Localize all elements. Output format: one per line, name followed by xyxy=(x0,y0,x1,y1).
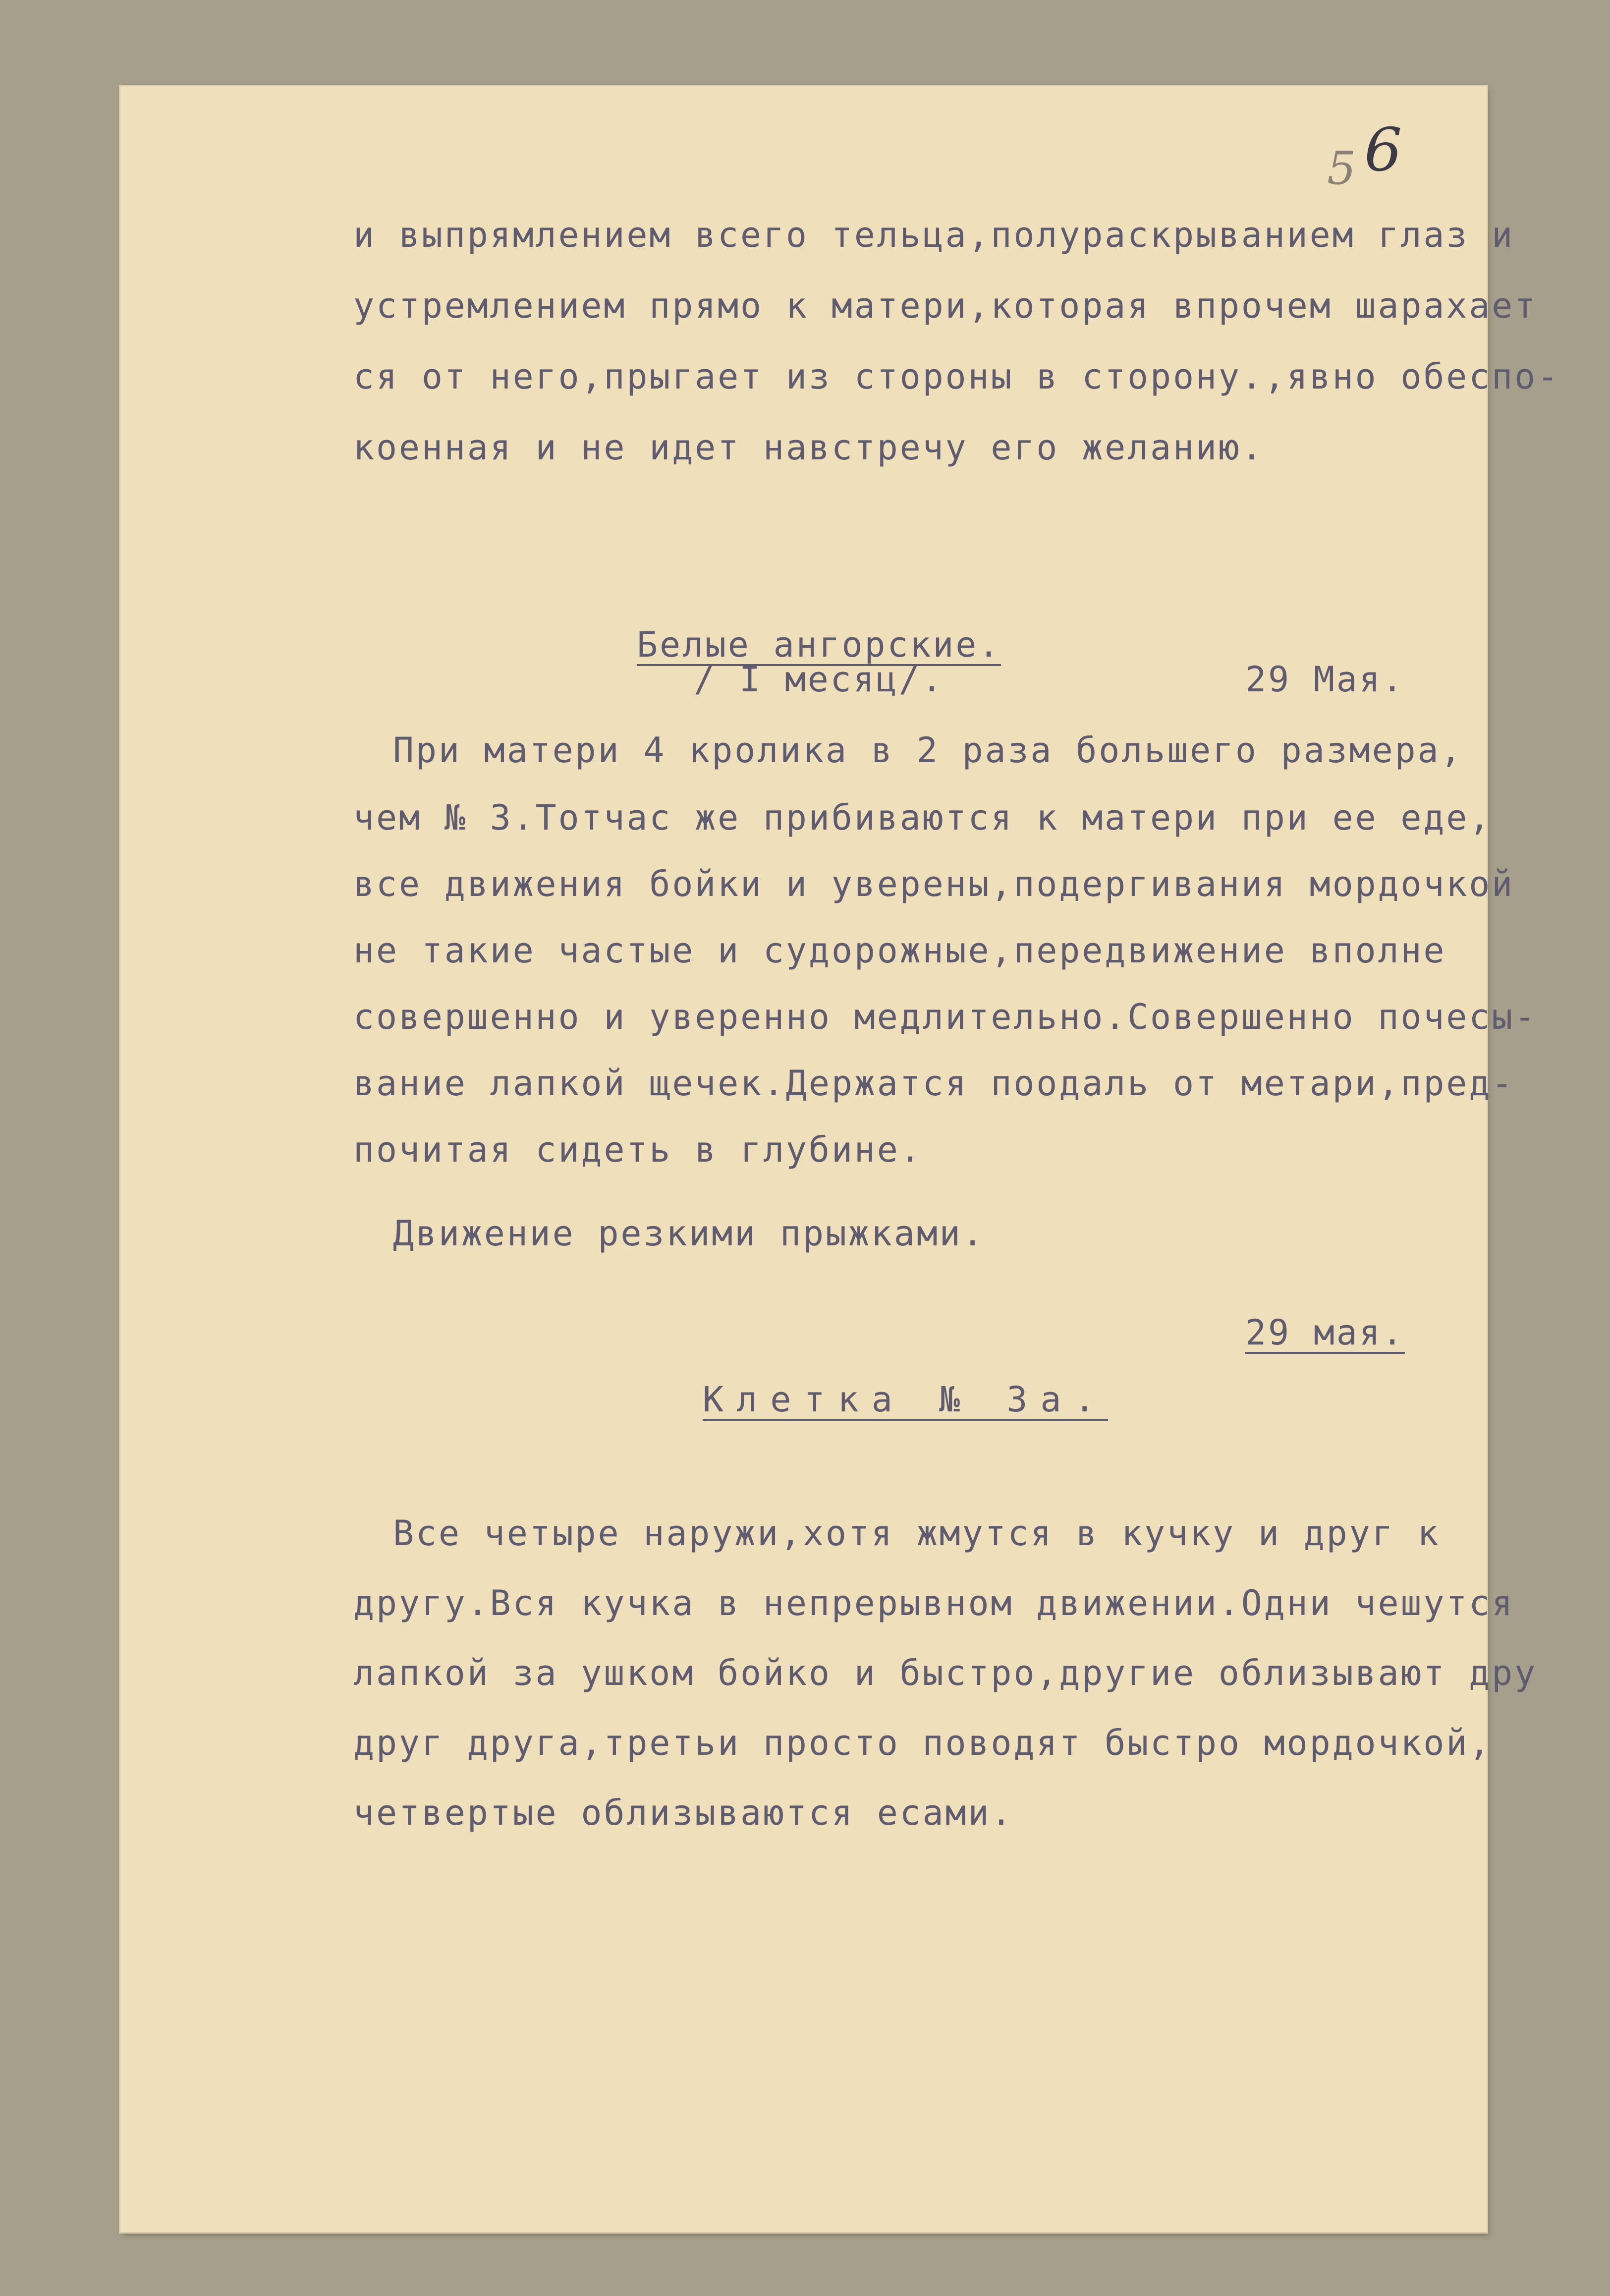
text-line: не такие частые и судорожные,передвижение вполне xyxy=(353,930,1446,971)
text-line: Все четыре наружи,хотя жмутся в кучку и друг к xyxy=(393,1513,1441,1554)
section-date: 29 мая. xyxy=(1245,1312,1405,1353)
section-subtitle: / I месяц/. xyxy=(694,659,944,700)
text-line: все движения бойки и уверены,подергивания мордочкой xyxy=(353,864,1515,904)
text-line: лапкой за ушком бойко и быстро,другие облизывают дру xyxy=(353,1653,1538,1693)
text-line: четвертые облизываются есами. xyxy=(353,1792,1014,1833)
text-line: коенная и не идет навстречу его желанию. xyxy=(353,427,1264,468)
text-line: устремлением прямо к матери,которая впрочем шарахает xyxy=(353,285,1538,326)
text-line: ся от него,прыгает из стороны в сторону.,явно обеспо- xyxy=(353,356,1560,397)
section-title: Белые ангорские. xyxy=(637,624,1001,665)
text-line: друг друга,третьи просто поводят быстро мордочкой, xyxy=(353,1723,1492,1763)
page-number-ink: 6 xyxy=(1364,116,1402,185)
section-date: 29 Мая. xyxy=(1245,659,1405,700)
text-line: При матери 4 кролика в 2 раза большего размера, xyxy=(393,730,1463,771)
document-page xyxy=(120,86,1560,2232)
text-line: чем № 3.Тотчас же прибиваются к матери при ее еде, xyxy=(353,797,1492,838)
text-line: совершенно и уверенно медлительно.Совершенно почесы- xyxy=(353,997,1538,1037)
page-number-pencil: 5 xyxy=(1327,142,1356,195)
text-line: вание лапкой щечек.Держатся поодаль от метари,пред- xyxy=(353,1063,1515,1104)
section-title: Клетка № За. xyxy=(703,1379,1108,1420)
text-line: Движение резкими прыжками. xyxy=(393,1213,985,1254)
text-line: другу.Вся кучка в непрерывном движении.Одни чешутся xyxy=(353,1583,1515,1624)
text-line: и выпрямлением всего тельца,полураскрыванием глаз и xyxy=(353,215,1515,255)
text-line: почитая сидеть в глубине. xyxy=(353,1129,923,1170)
